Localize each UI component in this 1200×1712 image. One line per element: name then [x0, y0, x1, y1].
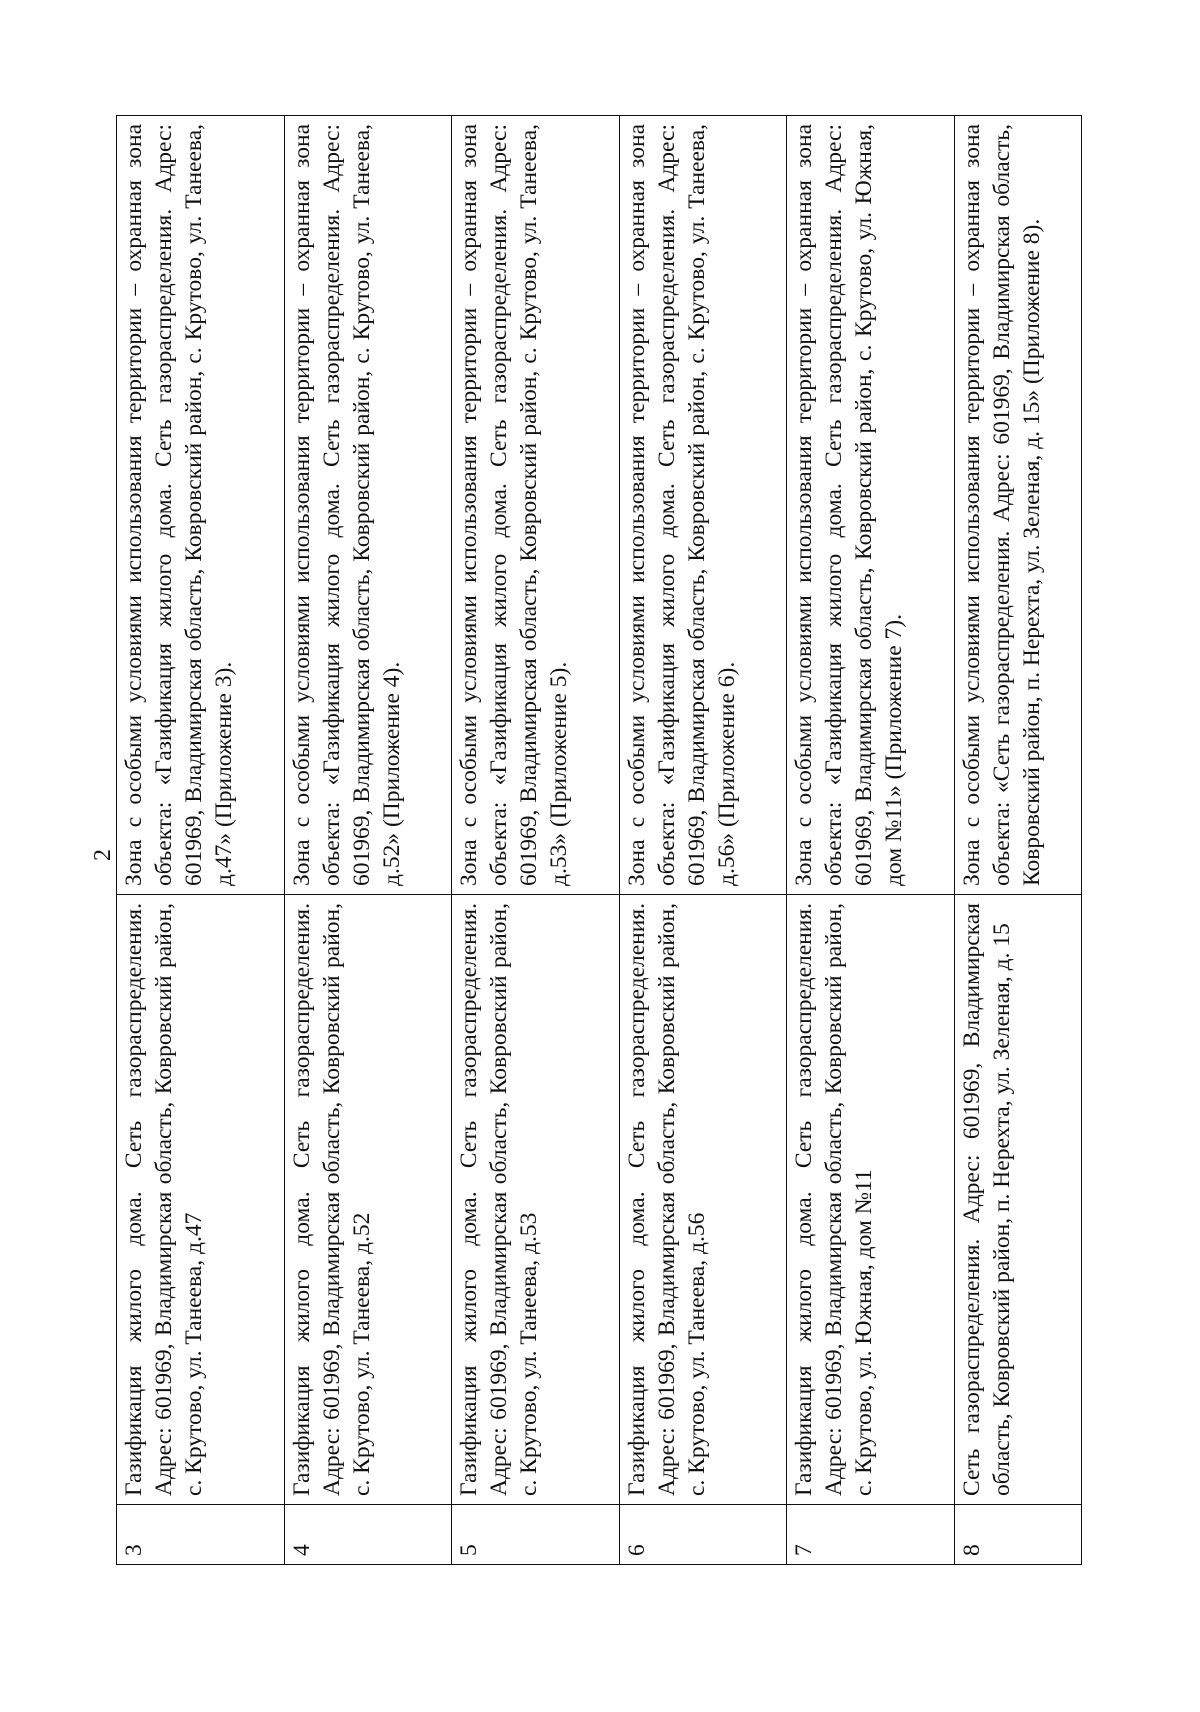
table-row	[117, 116, 285, 1565]
table-row	[954, 116, 1081, 1565]
table-row	[452, 116, 620, 1565]
table-row	[619, 116, 787, 1565]
table-row	[787, 116, 955, 1565]
object-name: Газификация жилого дома. Сеть газораспределения. Адрес: 601969, Владимирская область, Ковровский район, с. Крутово, ул. Танеева, д.53	[452, 895, 620, 1505]
zone-description: Зона с особыми условиями использования территории – охранная зона объекта: «Газификация жилого дома. Сеть газораспределения. Адрес: 601969, Владимирская область, Ковровский район, с. Крутово, ул. Танеева, д.52» (Приложение 4).	[284, 116, 452, 895]
zone-description: Зона с особыми условиями использования территории – охранная зона объекта: «Газификация жилого дома. Сеть газораспределения. Адрес: 601969, Владимирская область, Ковровский район, с. Крутово, ул. Южная, дом №11» (Приложение 7).	[787, 116, 955, 895]
object-name: Сеть газораспределения. Адрес: 601969, Владимирская область, Ковровский район, п. Нерехта, ул. Зеленая, д. 15	[954, 895, 1081, 1505]
row-number: 4	[284, 1505, 452, 1565]
row-number: 7	[787, 1505, 955, 1565]
object-name: Газификация жилого дома. Сеть газораспределения. Адрес: 601969, Владимирская область, Ковровский район, с. Крутово, ул. Танеева, д.52	[284, 895, 452, 1505]
zone-description: Зона с особыми условиями использования территории – охранная зона объекта: «Газификация жилого дома. Сеть газораспределения. Адрес: 601969, Владимирская область, Ковровский район, с. Крутово, ул. Танеева, д.56» (Приложение 6).	[619, 116, 787, 895]
object-name: Газификация жилого дома. Сеть газораспределения. Адрес: 601969, Владимирская область, Ковровский район, с. Крутово, ул. Танеева, д.56	[619, 895, 787, 1505]
table-row	[284, 116, 452, 1565]
object-name: Газификация жилого дома. Сеть газораспределения. Адрес: 601969, Владимирская область, Ковровский район, с. Крутово, ул. Танеева, д.47	[117, 895, 285, 1505]
zone-description: Зона с особыми условиями использования территории – охранная зона объекта: «Газификация жилого дома. Сеть газораспределения. Адрес: 601969, Владимирская область, Ковровский район, с. Крутово, ул. Танеева, д.53» (Приложение 5).	[452, 116, 620, 895]
row-number: 6	[619, 1505, 787, 1565]
row-number: 3	[117, 1505, 285, 1565]
row-number: 8	[954, 1505, 1081, 1565]
table-rotated-container	[116, 115, 1082, 1565]
zone-description: Зона с особыми условиями использования территории – охранная зона объекта: «Сеть газораспределения. Адрес: 601969, Владимирская область, Ковровский район, п. Нерехта, ул. Зеленая, д. 15» (Приложение 8).	[954, 116, 1081, 895]
row-number: 5	[452, 1505, 620, 1565]
object-name: Газификация жилого дома. Сеть газораспределения. Адрес: 601969, Владимирская область, Ковровский район, с. Крутово, ул. Южная, дом №11	[787, 895, 955, 1505]
zones-table	[116, 115, 1082, 1565]
page-number: 2	[90, 849, 116, 861]
zone-description: Зона с особыми условиями использования территории – охранная зона объекта: «Газификация жилого дома. Сеть газораспределения. Адрес: 601969, Владимирская область, Ковровский район, с. Крутово, ул. Танеева, д.47» (Приложение 3).	[117, 116, 285, 895]
